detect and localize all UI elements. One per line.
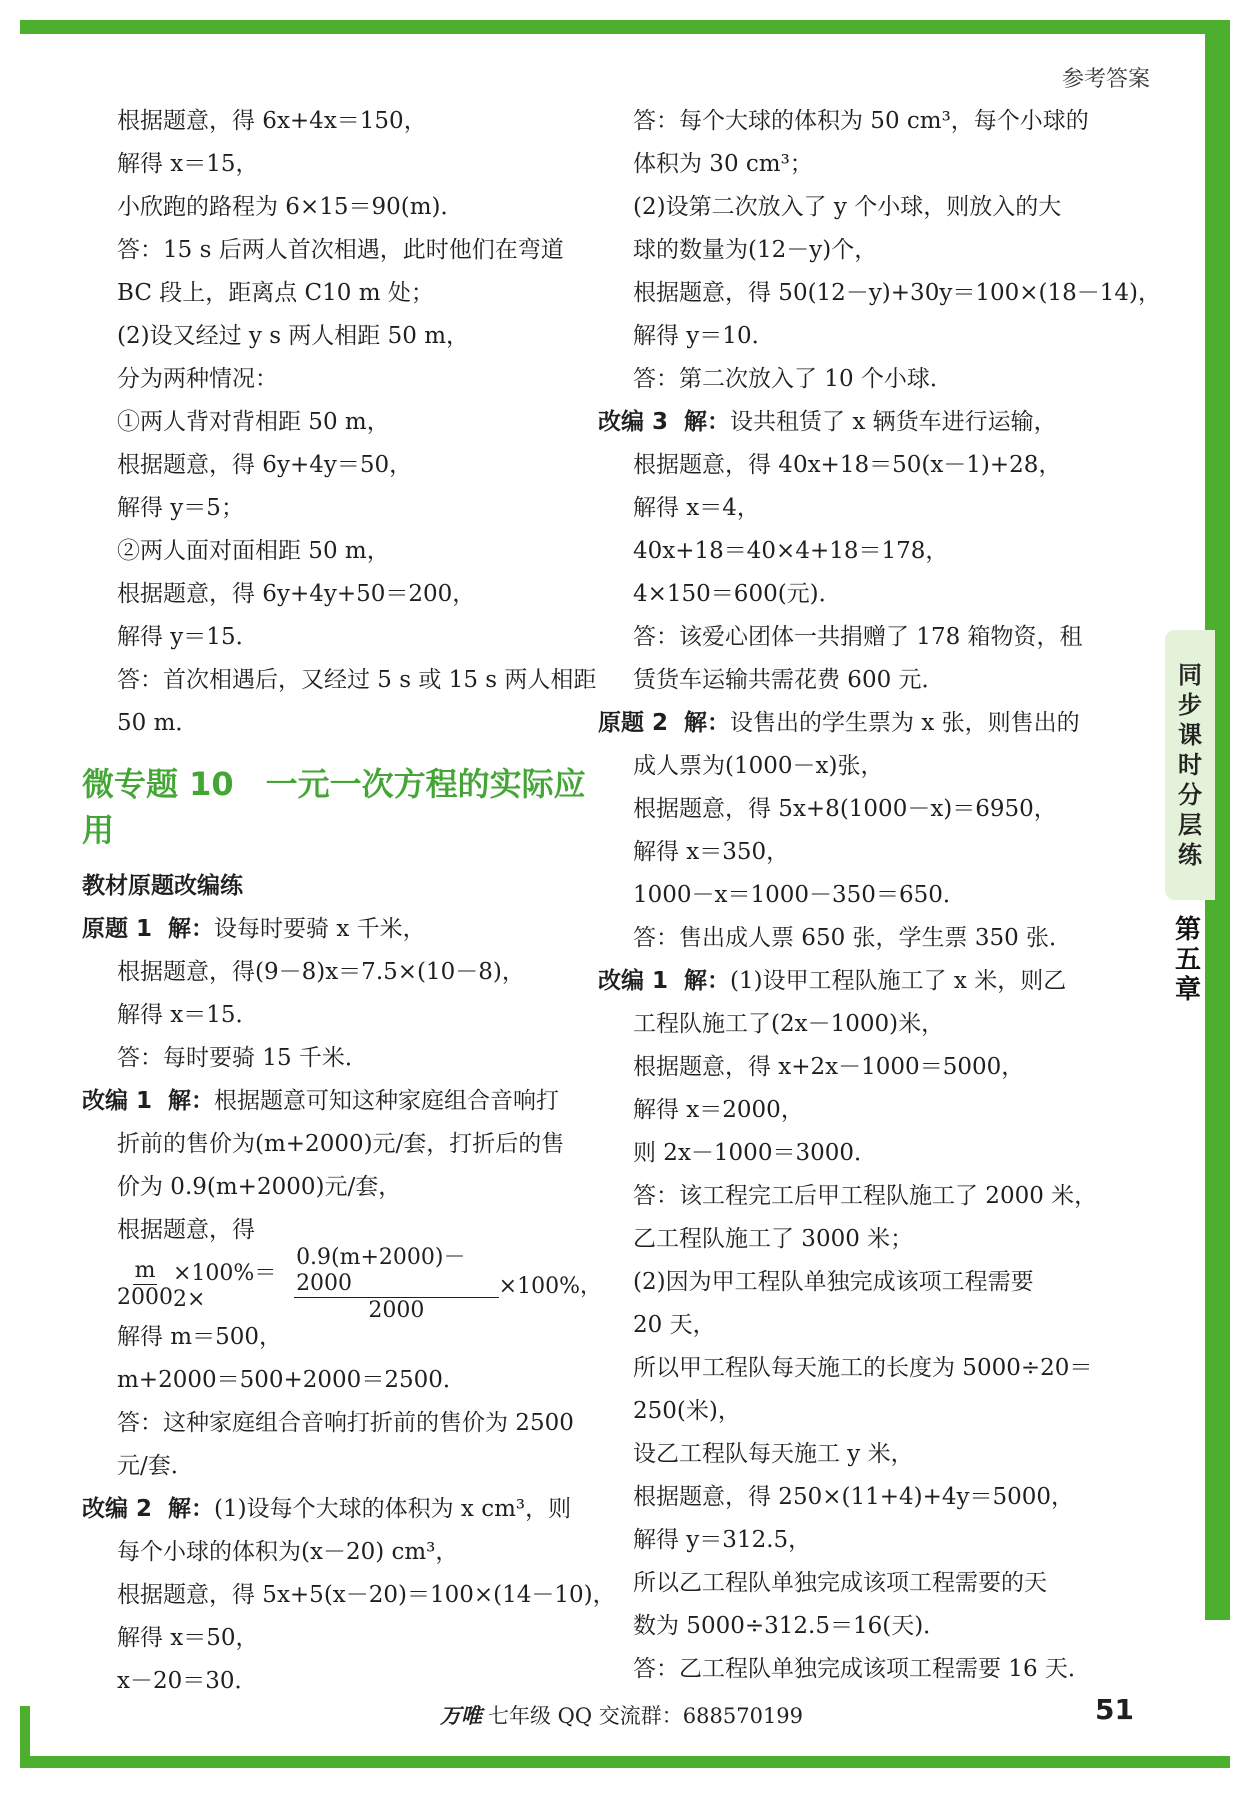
text-line: 答：每个大球的体积为 50 cm³，每个小球的 (633, 108, 1089, 134)
text-line: x－20＝30． (117, 1668, 258, 1694)
problem-gaibian3 (598, 401, 1153, 702)
text-line: 解得 y＝312.5， (633, 1527, 812, 1553)
text-line: 根据题意，得(9－8)x＝7.5×(10－8)， (117, 959, 525, 985)
text-line: 答：首次相遇后，又经过 5 s 或 15 s 两人相距 (117, 667, 597, 693)
text-line: 40x+18＝40×4+18＝178， (633, 538, 949, 564)
text-line: 体积为 30 cm³； (633, 151, 813, 177)
text-line: ①两人背对背相距 50 m， (117, 409, 390, 435)
text-line: 答：这种家庭组合音响打折前的售价为 2500 (117, 1410, 574, 1436)
footer (440, 1700, 803, 1730)
text-line: 答：该爱心团体一共捐赠了 178 箱物资，租 (633, 624, 1083, 650)
chapter-tab (1168, 905, 1208, 1015)
text-line: 根据题意，得 5x+8(1000－x)＝6950， (633, 796, 1057, 822)
text-line: 根据题意可知这种家庭组合音响打 (214, 1088, 560, 1114)
problem-gaibian1 (82, 1080, 602, 1488)
text-line: 20 天， (633, 1312, 716, 1338)
text-line: 数为 5000÷312.5＝16(天)． (633, 1613, 947, 1639)
section-subtitle: 教材原题改编练 (82, 873, 243, 899)
text-line: 设每时要骑 x 千米， (214, 916, 426, 942)
text-line: 解得 x＝350， (633, 839, 790, 865)
fraction-1 (117, 1258, 173, 1311)
side-tab-label: 同步课时分层练 (1178, 661, 1202, 869)
text-line: 所以乙工程队单独完成该项工程需要的天 (633, 1570, 1047, 1596)
text-line: 解得 x＝15， (117, 151, 259, 177)
fraction-2 (294, 1245, 499, 1324)
right-top-block (633, 100, 1161, 401)
text-line: m+2000＝500+2000＝2500． (117, 1367, 466, 1393)
problem-label: 原题 2 (598, 710, 669, 736)
problem-yuanti1 (82, 908, 602, 1080)
text-line: 答：每时要骑 15 千米． (117, 1045, 368, 1071)
text-line: 答：乙工程队单独完成该项工程需要 16 天． (633, 1656, 1091, 1682)
text-line: 解得 y＝15． (117, 624, 259, 650)
text-line: 根据题意，得 250×(11+4)+4y＝5000， (633, 1484, 1075, 1510)
formula-middle: ×100%＝2× (173, 1261, 277, 1312)
fraction-numerator: 0.9(m+2000)－2000 (294, 1245, 499, 1298)
footer-text: 七年级 QQ 交流群：688570199 (488, 1704, 804, 1728)
text-line: 根据题意，得 x+2x－1000＝5000， (633, 1054, 1025, 1080)
text-line: 解得 y＝10． (633, 323, 775, 349)
text-line: 球的数量为(12－y)个， (633, 237, 878, 263)
text-line: ②两人面对面相距 50 m， (117, 538, 390, 564)
text-line: 工程队施工了(2x－1000)米， (633, 1011, 945, 1037)
right-column (598, 100, 1161, 1691)
text-line: 根据题意，得 50(12－y)+30y＝100×(18－14)， (633, 280, 1161, 306)
solution-mark: 解： (168, 1088, 215, 1114)
left-column (82, 100, 616, 1703)
text-line: (2)因为甲工程队单独完成该项工程需要 (633, 1269, 1034, 1295)
left-border (20, 1706, 30, 1768)
text-line: 成人票为(1000－x)张， (633, 753, 884, 779)
text-line: 解得 x＝15． (117, 1002, 259, 1028)
chapter-tab-label: 第五章 (1174, 915, 1201, 1005)
text-line: 答：售出成人票 650 张，学生票 350 张． (633, 925, 1073, 951)
fraction-denominator: 2000 (368, 1297, 425, 1323)
left-top-block (82, 100, 602, 745)
text-line: 每个小球的体积为(x－20) cm³， (117, 1539, 459, 1565)
text-line: 小欣跑的路程为 6×15＝90(m)． (117, 194, 464, 220)
text-line: (1)设甲工程队施工了 x 米，则乙 (730, 968, 1067, 994)
text-line: 根据题意，得 6y+4y+50＝200， (117, 581, 476, 607)
text-line: 解得 y＝5； (117, 495, 244, 521)
text-line: 答：该工程完工后甲工程队施工了 2000 米， (633, 1183, 1098, 1209)
text-line: 解得 x＝50， (117, 1625, 259, 1651)
solution-mark: 解： (168, 1496, 215, 1522)
text-line: 赁货车运输共需花费 600 元． (633, 667, 945, 693)
text-line: 4×150＝600(元)． (633, 581, 842, 607)
text-line: 根据题意，得 5x+5(x－20)＝100×(14－10)， (117, 1582, 616, 1608)
text-line: 设共租赁了 x 辆货车进行运输， (730, 409, 1057, 435)
text-line: 250(米)， (633, 1398, 741, 1424)
text-line: BC 段上，距离点 C10 m 处； (117, 280, 434, 306)
text-line: 1000－x＝1000－350＝650． (633, 882, 966, 908)
text-line: 设售出的学生票为 x 张，则售出的 (730, 710, 1080, 736)
section-title: 微专题 10 一元一次方程的实际应用 (82, 765, 586, 849)
solution-mark: 解： (684, 409, 731, 435)
page-number: 51 (1095, 1693, 1134, 1726)
text-line: 答：15 s 后两人首次相遇，此时他们在弯道 (117, 237, 564, 263)
text-line: (2)设第二次放入了 y 个小球，则放入的大 (633, 194, 1062, 220)
text-line: 解得 m＝500， (117, 1324, 283, 1350)
side-tab (1165, 630, 1215, 900)
problem-gaibian1b (598, 960, 1153, 1691)
text-line: 分为两种情况： (117, 366, 278, 392)
text-line: 根据题意，得 6x+4x＝150， (117, 108, 427, 134)
formula-end: ×100%， (498, 1273, 602, 1299)
text-line: (2)设又经过 y s 两人相距 50 m， (117, 323, 470, 349)
text-line: 元/套． (117, 1453, 194, 1479)
text-line: 乙工程队施工了 3000 米； (633, 1226, 914, 1252)
problem-label: 原题 1 (82, 916, 153, 942)
problem-label: 改编 1 (598, 968, 669, 994)
bottom-border (20, 1756, 1230, 1768)
text-line: 价为 0.9(m+2000)元/套， (117, 1174, 402, 1200)
footer-brand: 万唯 (440, 1704, 482, 1728)
text-line: 根据题意，得 6y+4y＝50， (117, 452, 413, 478)
text-line: 则 2x－1000＝3000． (633, 1140, 877, 1166)
top-border (20, 20, 1230, 34)
solution-mark: 解： (684, 710, 731, 736)
problem-label: 改编 3 (598, 409, 669, 435)
text-line: 解得 x＝2000， (633, 1097, 804, 1123)
solution-mark: 解： (168, 916, 215, 942)
text-line: (1)设每个大球的体积为 x cm³，则 (214, 1496, 572, 1522)
text-line: 根据题意，得 40x+18＝50(x－1)+28， (633, 452, 1062, 478)
solution-mark: 解： (684, 968, 731, 994)
problem-gaibian2 (82, 1488, 616, 1703)
text-line: 设乙工程队每天施工 y 米， (633, 1441, 914, 1467)
text-line: 所以甲工程队每天施工的长度为 5000÷20＝ (633, 1355, 1093, 1381)
fraction-numerator: m (134, 1257, 156, 1283)
problem-yuanti2 (598, 702, 1153, 960)
formula (82, 1244, 602, 1323)
text-line: 折前的售价为(m+2000)元/套，打折后的售 (117, 1131, 565, 1157)
problem-label: 改编 1 (82, 1088, 153, 1114)
problem-label: 改编 2 (82, 1496, 153, 1522)
text-line: 答：第二次放入了 10 个小球． (633, 366, 953, 392)
text-line: 根据题意，得 (117, 1217, 255, 1243)
page-header: 参考答案 (1061, 67, 1150, 92)
text-line: 50 m． (117, 710, 199, 736)
text-line: 解得 x＝4， (633, 495, 760, 521)
fraction-denominator: 2000 (117, 1284, 173, 1310)
